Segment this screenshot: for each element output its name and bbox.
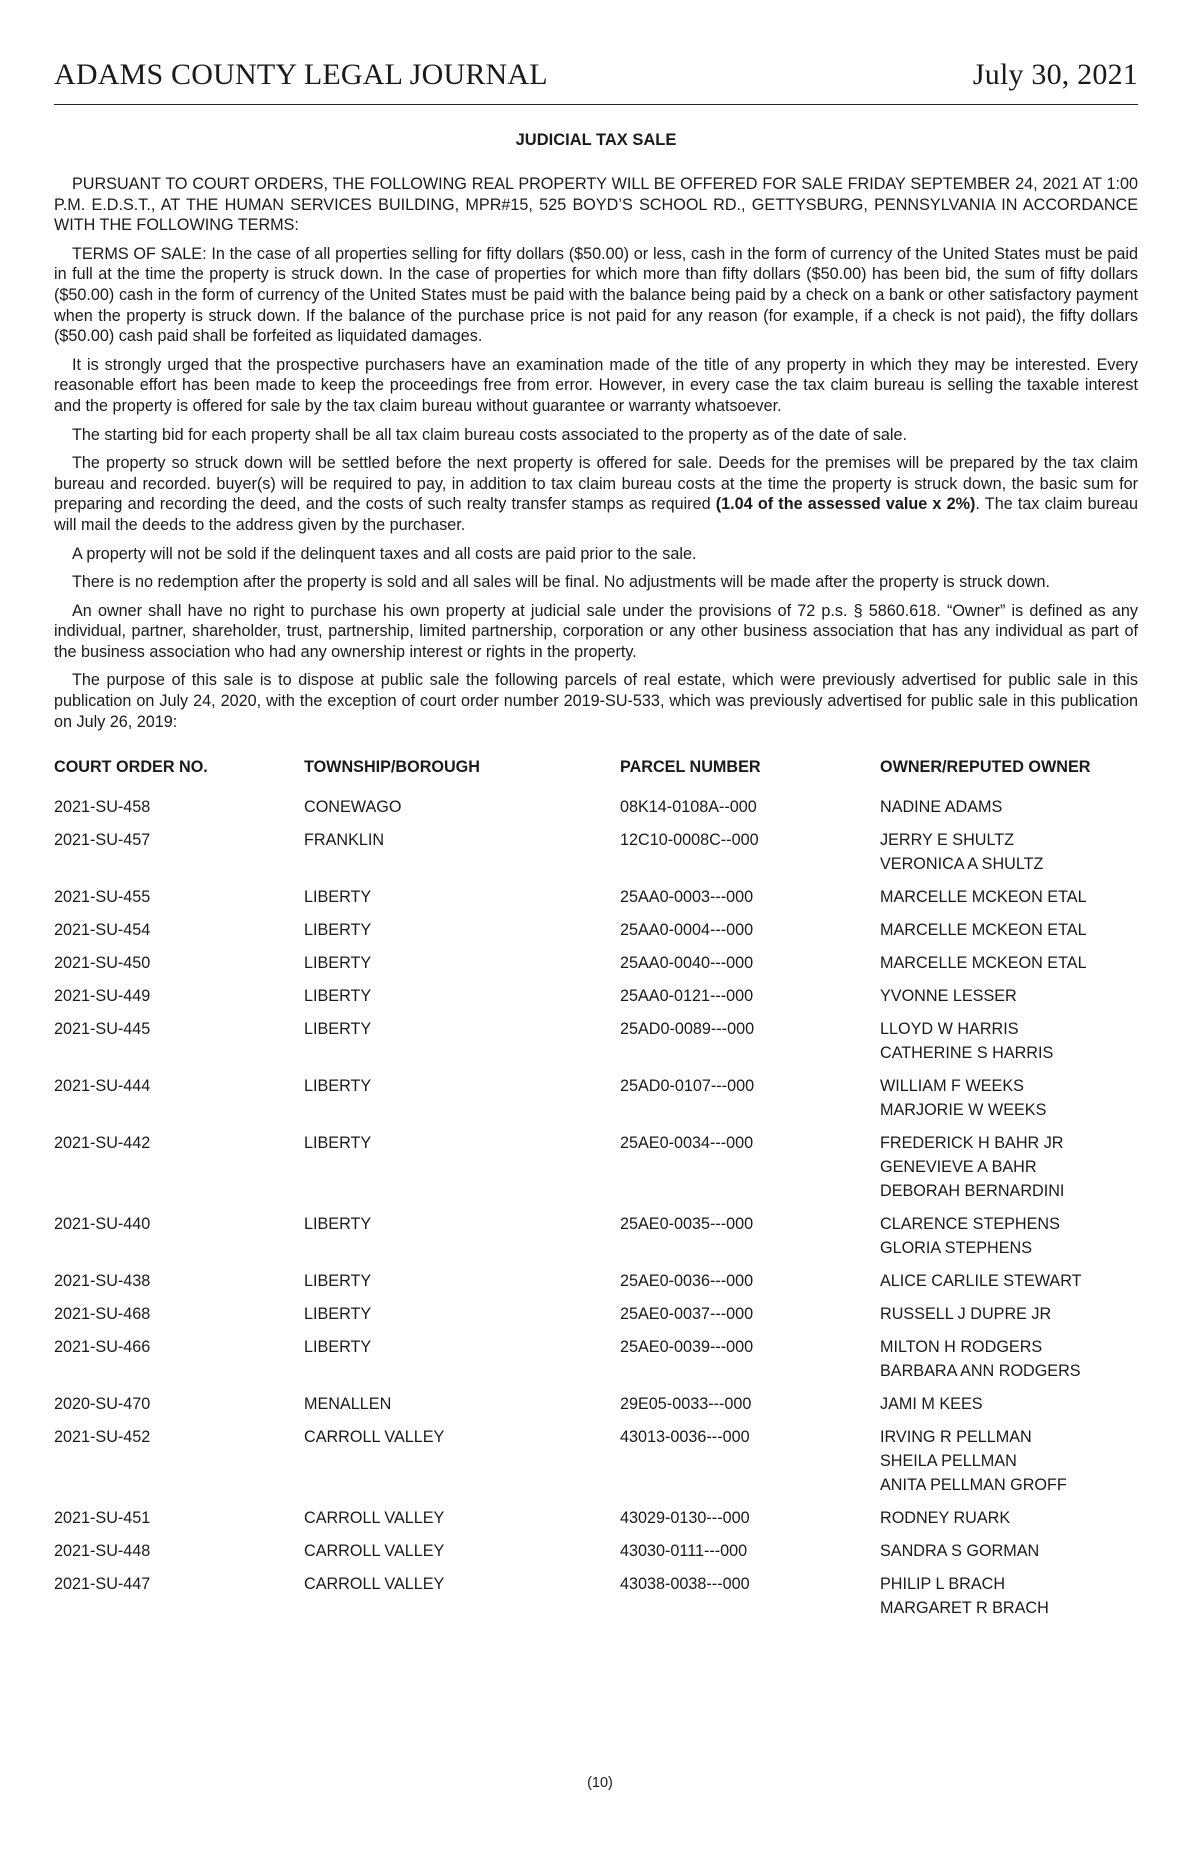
township-cell: LIBERTY — [304, 1020, 372, 1039]
township-cell: CARROLL VALLEY — [304, 1575, 445, 1594]
owner-name: WILLIAM F WEEKS — [880, 1077, 1024, 1096]
owner-cell — [880, 828, 1138, 876]
table-header-row — [54, 755, 1138, 779]
parcel-number-cell: 43038-0038---000 — [620, 1575, 750, 1594]
owner-name: YVONNE LESSER — [880, 987, 1017, 1006]
paragraph: The purpose of this sale is to dispose at public sale the following parcels of real estate, which were previously advertised for public sale in this publication on July 24, 2020, with the exception of court order number 2019-SU-533, which was previously advertised for public sale in this publication on July 26, 2019: — [54, 671, 1138, 731]
table-row — [54, 1392, 1138, 1416]
paragraph: A property will not be sold if the delinquent taxes and all costs are paid prior to the sale. — [72, 544, 697, 563]
owner-name: MILTON H RODGERS — [880, 1338, 1043, 1357]
notice-title: JUDICIAL TAX SALE — [515, 131, 677, 149]
township-cell: LIBERTY — [304, 921, 372, 940]
owner-cell — [880, 1506, 1138, 1530]
parcel-number-cell: 25AD0-0089---000 — [620, 1020, 755, 1039]
page — [54, 58, 1138, 1629]
court-order-cell: 2021-SU-448 — [54, 1542, 151, 1561]
table-row — [54, 1212, 1138, 1260]
page-header — [54, 58, 1138, 105]
table-row — [54, 1131, 1138, 1203]
parcel-number-cell: 25AA0-0121---000 — [620, 987, 754, 1006]
paragraph: There is no redemption after the property is sold and all sales will be final. No adjustments will be made after the property is struck down. — [72, 573, 1051, 592]
owner-name: MARCELLE MCKEON ETAL — [880, 954, 1087, 973]
owner-name: CLARENCE STEPHENS — [880, 1215, 1060, 1234]
court-order-cell: 2021-SU-458 — [54, 798, 151, 817]
notice-body — [54, 174, 1138, 732]
paragraph-bold-text: (1.04 of the assessed value x 2%) — [715, 495, 976, 514]
table-row — [54, 1269, 1138, 1293]
owner-cell — [880, 1131, 1138, 1203]
court-order-cell: 2021-SU-444 — [54, 1077, 151, 1096]
table-row — [54, 1074, 1138, 1122]
township-cell: LIBERTY — [304, 1272, 372, 1291]
parcel-number-cell: 43013-0036---000 — [620, 1428, 750, 1447]
court-order-cell: 2021-SU-445 — [54, 1020, 151, 1039]
paragraph: It is strongly urged that the prospective purchasers have an examination made of the title of any property in which they may be interested. Every reasonable effort has been made to keep the proceedings free from error. However, in every case the tax claim bureau is selling the taxable interest and the property is offered for sale by the tax claim bureau without guarantee or warranty whatsoever. — [54, 355, 1138, 415]
owner-name: CATHERINE S HARRIS — [880, 1044, 1054, 1063]
court-order-cell: 2021-SU-447 — [54, 1575, 151, 1594]
township-cell: LIBERTY — [304, 1077, 372, 1096]
parcel-number-cell: 43029-0130---000 — [620, 1509, 750, 1528]
court-order-cell: 2021-SU-440 — [54, 1215, 151, 1234]
owner-cell — [880, 984, 1138, 1008]
owner-cell — [880, 918, 1138, 942]
court-order-cell: 2021-SU-454 — [54, 921, 151, 940]
township-cell: CONEWAGO — [304, 798, 402, 817]
owner-cell — [880, 1392, 1138, 1416]
owner-cell — [880, 1212, 1138, 1260]
township-cell: LIBERTY — [304, 888, 372, 907]
table-row — [54, 1017, 1138, 1065]
owner-cell — [880, 1269, 1138, 1293]
owner-cell — [880, 1302, 1138, 1326]
township-cell: LIBERTY — [304, 1215, 372, 1234]
column-header-owner: OWNER/REPUTED OWNER — [880, 758, 1091, 777]
owner-name: JAMI M KEES — [880, 1395, 983, 1414]
table-row — [54, 951, 1138, 975]
owner-name: GENEVIEVE A BAHR — [880, 1158, 1037, 1177]
township-cell: LIBERTY — [304, 1134, 372, 1153]
owner-name: RUSSELL J DUPRE JR — [880, 1305, 1052, 1324]
owner-name: BARBARA ANN RODGERS — [880, 1362, 1081, 1381]
parcel-number-cell: 08K14-0108A--000 — [620, 798, 757, 817]
owner-name: RODNEY RUARK — [880, 1509, 1011, 1528]
owner-cell — [880, 951, 1138, 975]
paragraph: PURSUANT TO COURT ORDERS, THE FOLLOWING REAL PROPERTY WILL BE OFFERED FOR SALE FRIDAY SEPTEMBER 24, 2021 AT 1:00 P.M. E.D.S.T., AT THE HUMAN SERVICES BUILDING, MPR#15, 525 BOYD’S SCHOOL RD., GETTYSBURG, PENNSYLVANIA IN ACCORDANCE WITH THE FOLLOWING TERMS: — [54, 175, 1138, 235]
court-order-cell: 2021-SU-438 — [54, 1272, 151, 1291]
owner-name: SANDRA S GORMAN — [880, 1542, 1040, 1561]
township-cell: CARROLL VALLEY — [304, 1509, 445, 1528]
paragraph: TERMS OF SALE: In the case of all properties selling for fifty dollars ($50.00) or less, cash in the form of currency of the United States must be paid in full at the time the property is struck down. In the case of properties for which more than fifty dollars ($50.00) has been bid, the sum of fifty dollars ($50.00) cash in the form of currency of the United States must be paid with the balance being paid by a check on a bank or other satisfactory payment when the property is struck down. If the balance of the purchase price is not paid for any reason (for example, if a check is not paid), the fifty dollars ($50.00) cash paid shall be forfeited as liquidated damages. — [54, 244, 1138, 346]
table-row — [54, 795, 1138, 819]
owner-name: VERONICA A SHULTZ — [880, 855, 1044, 874]
owner-name: MARCELLE MCKEON ETAL — [880, 921, 1087, 940]
court-order-cell: 2021-SU-442 — [54, 1134, 151, 1153]
column-header-township: TOWNSHIP/BOROUGH — [304, 758, 480, 777]
court-order-cell: 2021-SU-452 — [54, 1428, 151, 1447]
column-header-court-order: COURT ORDER NO. — [54, 758, 208, 777]
owner-name: SHEILA PELLMAN — [880, 1452, 1017, 1471]
table-row — [54, 885, 1138, 909]
court-order-cell: 2020-SU-470 — [54, 1395, 151, 1414]
owner-name: JERRY E SHULTZ — [880, 831, 1015, 850]
owner-name: IRVING R PELLMAN — [880, 1428, 1032, 1447]
table-body — [54, 795, 1138, 1620]
parcel-number-cell: 29E05-0033---000 — [620, 1395, 752, 1414]
parcel-number-cell: 25AE0-0035---000 — [620, 1215, 754, 1234]
owner-cell — [880, 1539, 1138, 1563]
owner-cell — [880, 885, 1138, 909]
township-cell: LIBERTY — [304, 987, 372, 1006]
column-header-parcel: PARCEL NUMBER — [620, 758, 761, 777]
paragraph: The starting bid for each property shall be all tax claim bureau costs associated to the property as of the date of sale. — [72, 425, 908, 444]
parcel-number-cell: 25AA0-0004---000 — [620, 921, 754, 940]
township-cell: LIBERTY — [304, 1338, 372, 1357]
owner-name: MARGARET R BRACH — [880, 1599, 1049, 1618]
owner-name: ALICE CARLILE STEWART — [880, 1272, 1082, 1291]
parcel-number-cell: 25AE0-0036---000 — [620, 1272, 754, 1291]
court-order-cell: 2021-SU-457 — [54, 831, 151, 850]
parcel-number-cell: 12C10-0008C--000 — [620, 831, 759, 850]
owner-cell — [880, 1335, 1138, 1383]
owner-name: NADINE ADAMS — [880, 798, 1003, 817]
owner-name: DEBORAH BERNARDINI — [880, 1182, 1065, 1201]
journal-title: ADAMS COUNTY LEGAL JOURNAL — [54, 58, 548, 91]
township-cell: CARROLL VALLEY — [304, 1428, 445, 1447]
table-row — [54, 1506, 1138, 1530]
parcel-number-cell: 43030-0111---000 — [620, 1542, 748, 1561]
township-cell: MENALLEN — [304, 1395, 392, 1414]
owner-name: LLOYD W HARRIS — [880, 1020, 1019, 1039]
owner-cell — [880, 795, 1138, 819]
table-row — [54, 1539, 1138, 1563]
table-row — [54, 1335, 1138, 1383]
court-order-cell: 2021-SU-451 — [54, 1509, 151, 1528]
owner-name: ANITA PELLMAN GROFF — [880, 1476, 1067, 1495]
court-order-cell: 2021-SU-449 — [54, 987, 151, 1006]
owner-name: MARJORIE W WEEKS — [880, 1101, 1047, 1120]
court-order-cell: 2021-SU-468 — [54, 1305, 151, 1324]
paragraph-text: The property so struck down will be settled before the next property is offered for sale. Deeds for the premises will be prepared by the tax claim bureau and recorded. buyer(s) will be required to pay, in addition to tax claim bureau costs at the time the property is struck down, the basic sum for preparing and recording the deed, and the costs of such realty transfer stamps as required — [54, 454, 1138, 514]
table-row — [54, 1302, 1138, 1326]
issue-date: July 30, 2021 — [972, 58, 1138, 91]
paragraph — [54, 453, 1138, 535]
owner-cell — [880, 1074, 1138, 1122]
court-order-cell: 2021-SU-455 — [54, 888, 151, 907]
owner-name: FREDERICK H BAHR JR — [880, 1134, 1064, 1153]
table-row — [54, 1572, 1138, 1620]
parcel-number-cell: 25AE0-0034---000 — [620, 1134, 754, 1153]
table-row — [54, 828, 1138, 876]
parcel-number-cell: 25AA0-0003---000 — [620, 888, 754, 907]
parcel-number-cell: 25AD0-0107---000 — [620, 1077, 755, 1096]
parcel-number-cell: 25AA0-0040---000 — [620, 954, 754, 973]
owner-name: PHILIP L BRACH — [880, 1575, 1006, 1594]
court-order-cell: 2021-SU-450 — [54, 954, 151, 973]
table-row — [54, 1425, 1138, 1497]
court-order-cell: 2021-SU-466 — [54, 1338, 151, 1357]
paragraph-text: . The tax claim bureau will mail the deeds to the address given by the purchaser. — [54, 495, 1139, 534]
township-cell: FRANKLIN — [304, 831, 385, 850]
parcel-table — [54, 755, 1138, 1620]
page-number: (10) — [587, 1775, 613, 1791]
township-cell: LIBERTY — [304, 954, 372, 973]
owner-cell — [880, 1572, 1138, 1620]
parcel-number-cell: 25AE0-0037---000 — [620, 1305, 754, 1324]
owner-cell — [880, 1017, 1138, 1065]
township-cell: LIBERTY — [304, 1305, 372, 1324]
parcel-number-cell: 25AE0-0039---000 — [620, 1338, 754, 1357]
table-row — [54, 918, 1138, 942]
table-row — [54, 984, 1138, 1008]
township-cell: CARROLL VALLEY — [304, 1542, 445, 1561]
owner-name: MARCELLE MCKEON ETAL — [880, 888, 1087, 907]
paragraph: An owner shall have no right to purchase his own property at judicial sale under the provisions of 72 p.s. § 5860.618. “Owner” is defined as any individual, partner, shareholder, trust, partnership, limited partnership, corporation or any other business association that has any individual as part of the business association who had any ownership interest or rights in the property. — [54, 601, 1138, 661]
owner-cell — [880, 1425, 1138, 1497]
owner-name: GLORIA STEPHENS — [880, 1239, 1033, 1258]
